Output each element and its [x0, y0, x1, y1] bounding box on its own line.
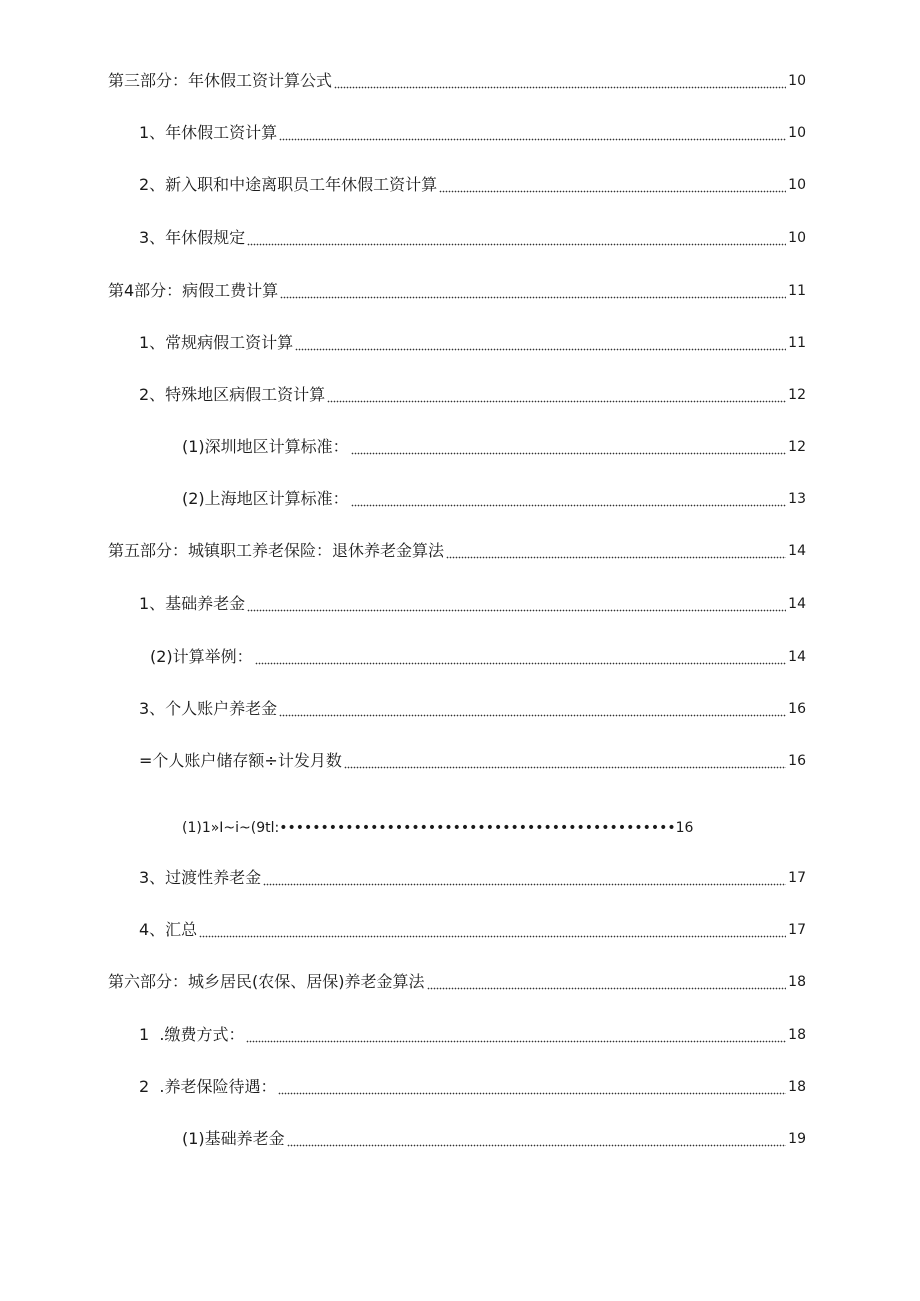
toc-entry-label: 4、汇总 — [139, 920, 198, 939]
toc-entry[interactable] — [182, 436, 806, 458]
toc-dot-leader — [344, 750, 786, 772]
toc-entry-label: 2、新入职和中途离职员工年休假工资计算 — [139, 175, 438, 194]
toc-entry-label: 3、个人账户养老金 — [139, 699, 278, 718]
toc-dot-leader — [351, 488, 787, 510]
toc-entry[interactable] — [139, 698, 806, 720]
toc-entry-garbled[interactable]: (1)1»I~i~(9tl:••••••••••••••••••••••••••••••••••••••••••••••••16 — [182, 820, 694, 836]
toc-entry[interactable] — [139, 593, 806, 615]
toc-entry-page: 14 — [788, 596, 806, 612]
toc-dot-leader — [247, 593, 786, 615]
toc-entry-label: (2)计算举例： — [150, 647, 253, 666]
toc-entry[interactable] — [139, 384, 806, 406]
toc-entry-page: 18 — [788, 1027, 806, 1043]
toc-dot-leader — [279, 122, 786, 144]
toc-dot-leader — [278, 1076, 786, 1098]
toc-entry-page: 17 — [788, 870, 806, 886]
toc-entry[interactable] — [139, 919, 806, 941]
toc-entry-page: 14 — [788, 543, 806, 559]
toc-entry-page: 16 — [788, 753, 806, 769]
toc-entry-page: 16 — [788, 701, 806, 717]
toc-entry-label: 2、特殊地区病假工资计算 — [139, 385, 326, 404]
toc-entry[interactable] — [139, 174, 806, 196]
toc-entry[interactable] — [139, 867, 806, 889]
toc-entry-label: (2)上海地区计算标准： — [182, 489, 349, 508]
toc-entry-label: 1 .缴费方式： — [139, 1025, 245, 1044]
toc-entry[interactable] — [182, 1128, 806, 1150]
toc-dot-leader — [247, 227, 786, 249]
toc-entry-label: 第三部分：年休假工资计算公式 — [108, 71, 333, 90]
toc-dot-leader — [280, 280, 786, 302]
toc-entry-page: 11 — [788, 335, 806, 351]
toc-entry-label: 2 .养老保险待遇： — [139, 1077, 277, 1096]
toc-dot-leader — [334, 70, 786, 92]
toc-entry-label: 3、过渡性养老金 — [139, 868, 262, 887]
toc-entry[interactable] — [139, 122, 806, 144]
toc-entry-label: 第六部分：城乡居民(农保、居保)养老金算法 — [108, 972, 425, 991]
toc-entry[interactable] — [108, 540, 806, 562]
toc-entry-page: 11 — [788, 283, 806, 299]
toc-entry[interactable] — [139, 332, 806, 354]
toc-dot-leader — [295, 332, 786, 354]
toc-entry-label: (1)深圳地区计算标准： — [182, 437, 349, 456]
toc-entry-page: 10 — [788, 73, 806, 89]
toc-entry[interactable] — [139, 227, 806, 249]
toc-entry[interactable] — [182, 488, 806, 510]
toc-entry[interactable] — [139, 1076, 806, 1098]
toc-dot-leader — [255, 646, 787, 668]
toc-entry-page: 12 — [788, 439, 806, 455]
toc-dot-leader — [246, 1024, 786, 1046]
toc-dot-leader — [279, 698, 786, 720]
toc-entry-label: 1、基础养老金 — [139, 594, 246, 613]
toc-dot-leader — [446, 540, 786, 562]
toc-dot-leader — [351, 436, 787, 458]
toc-entry[interactable] — [108, 971, 806, 993]
toc-entry-label: 第4部分：病假工费计算 — [108, 281, 279, 300]
toc-entry[interactable] — [150, 646, 806, 668]
toc-entry-label: 第五部分：城镇职工养老保险：退休养老金算法 — [108, 541, 445, 560]
toc-entry-page: 10 — [788, 125, 806, 141]
toc-dot-leader — [263, 867, 786, 889]
toc-entry-label: 1、年休假工资计算 — [139, 123, 278, 142]
toc-dot-leader — [287, 1128, 787, 1150]
toc-dot-leader — [439, 174, 786, 196]
toc-entry-page: 14 — [788, 649, 806, 665]
toc-dot-leader — [199, 919, 786, 941]
toc-entry-label: (1)基础养老金 — [182, 1129, 285, 1148]
toc-entry-page: 18 — [788, 974, 806, 990]
toc-entry-label: 3、年休假规定 — [139, 228, 246, 247]
toc-entry[interactable] — [139, 1024, 806, 1046]
toc-dot-leader — [327, 384, 786, 406]
toc-entry-label: =个人账户储存额÷计发月数 — [139, 751, 342, 770]
toc-entry-page: 12 — [788, 387, 806, 403]
toc-entry[interactable] — [108, 70, 806, 92]
toc-entry[interactable] — [108, 280, 806, 302]
toc-dot-leader — [427, 971, 787, 993]
toc-entry-page: 13 — [788, 491, 806, 507]
toc-entry-page: 19 — [788, 1131, 806, 1147]
toc-entry-page: 10 — [788, 230, 806, 246]
toc-entry-label: 1、常规病假工资计算 — [139, 333, 294, 352]
toc-entry[interactable] — [139, 750, 806, 772]
toc-entry-page: 10 — [788, 177, 806, 193]
toc-entry-page: 18 — [788, 1079, 806, 1095]
toc-entry-page: 17 — [788, 922, 806, 938]
